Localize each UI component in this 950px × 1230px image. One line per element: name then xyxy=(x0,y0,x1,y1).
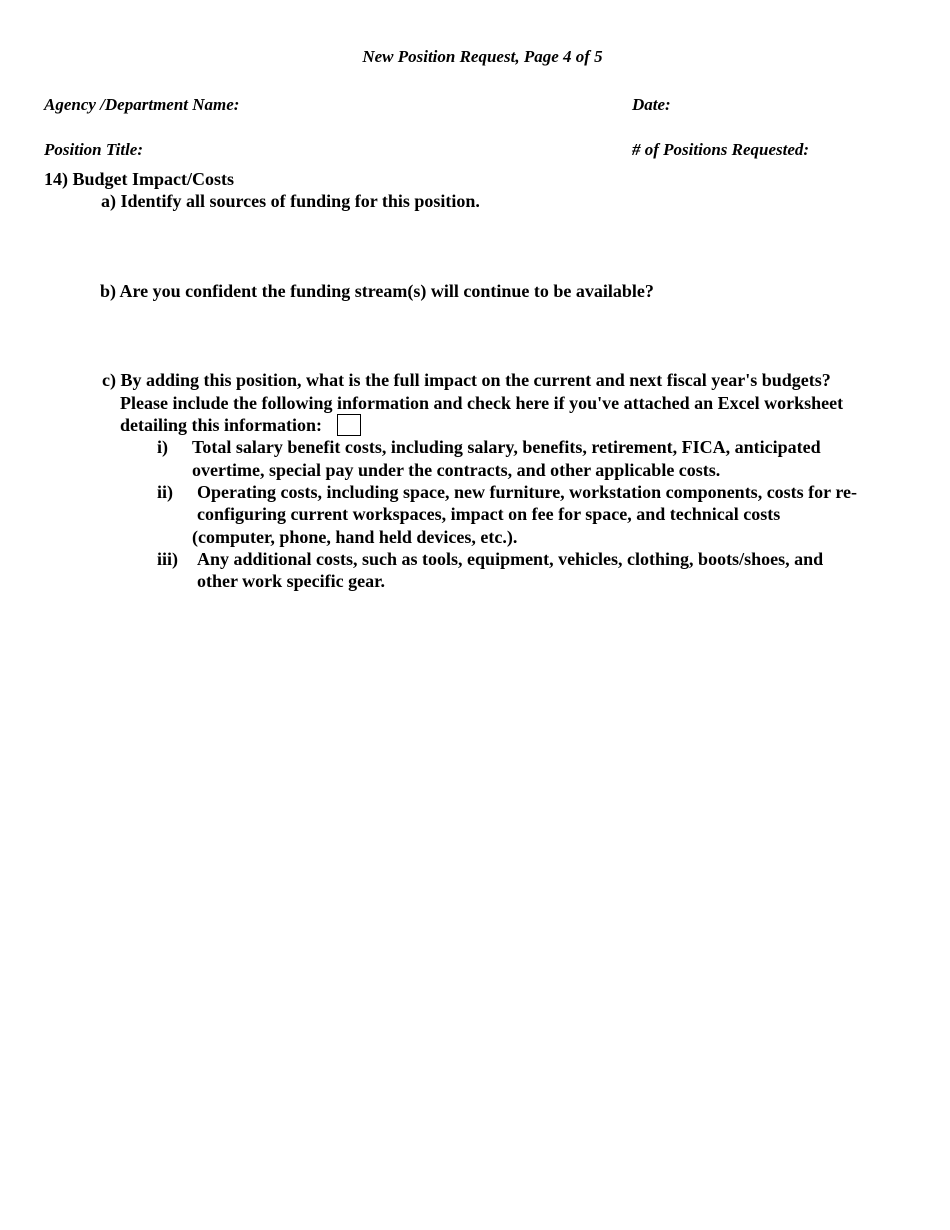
question-c-line-2: Please include the following information and check here if you've attached an Excel worksheet xyxy=(120,393,844,413)
question-a: a) Identify all sources of funding for this position. xyxy=(101,191,480,211)
item-ii-line-3: (computer, phone, hand held devices, etc.). xyxy=(192,527,518,547)
question-b: b) Are you confident the funding stream(s) will continue to be available? xyxy=(100,281,654,301)
page-title: New Position Request, Page 4 of 5 xyxy=(362,47,603,66)
item-ii-numeral: ii) xyxy=(157,482,173,502)
question-c-line-1: c) By adding this position, what is the full impact on the current and next fiscal year's budgets? xyxy=(102,370,831,390)
item-i-line-1: Total salary benefit costs, including salary, benefits, retirement, FICA, anticipated xyxy=(192,437,821,457)
position-title-label: Position Title: xyxy=(44,140,144,159)
item-i-numeral: i) xyxy=(157,437,168,457)
item-i-line-2: overtime, special pay under the contracts, and other applicable costs. xyxy=(192,460,721,480)
section-heading: 14) Budget Impact/Costs xyxy=(44,169,235,189)
positions-requested-label: # of Positions Requested: xyxy=(632,140,810,159)
question-c-line-3: detailing this information: xyxy=(120,415,323,435)
item-ii-line-2: configuring current workspaces, impact on fee for space, and technical costs xyxy=(197,504,781,524)
date-label: Date: xyxy=(632,95,671,114)
item-ii-line-1: Operating costs, including space, new furniture, workstation components, costs for re- xyxy=(197,482,857,502)
item-iii-line-1: Any additional costs, such as tools, equipment, vehicles, clothing, boots/shoes, and xyxy=(197,549,824,569)
excel-attached-checkbox[interactable] xyxy=(337,414,361,436)
item-iii-numeral: iii) xyxy=(157,549,178,569)
item-iii-line-2: other work specific gear. xyxy=(197,571,385,591)
agency-department-name-label: Agency /Department Name: xyxy=(44,95,240,114)
